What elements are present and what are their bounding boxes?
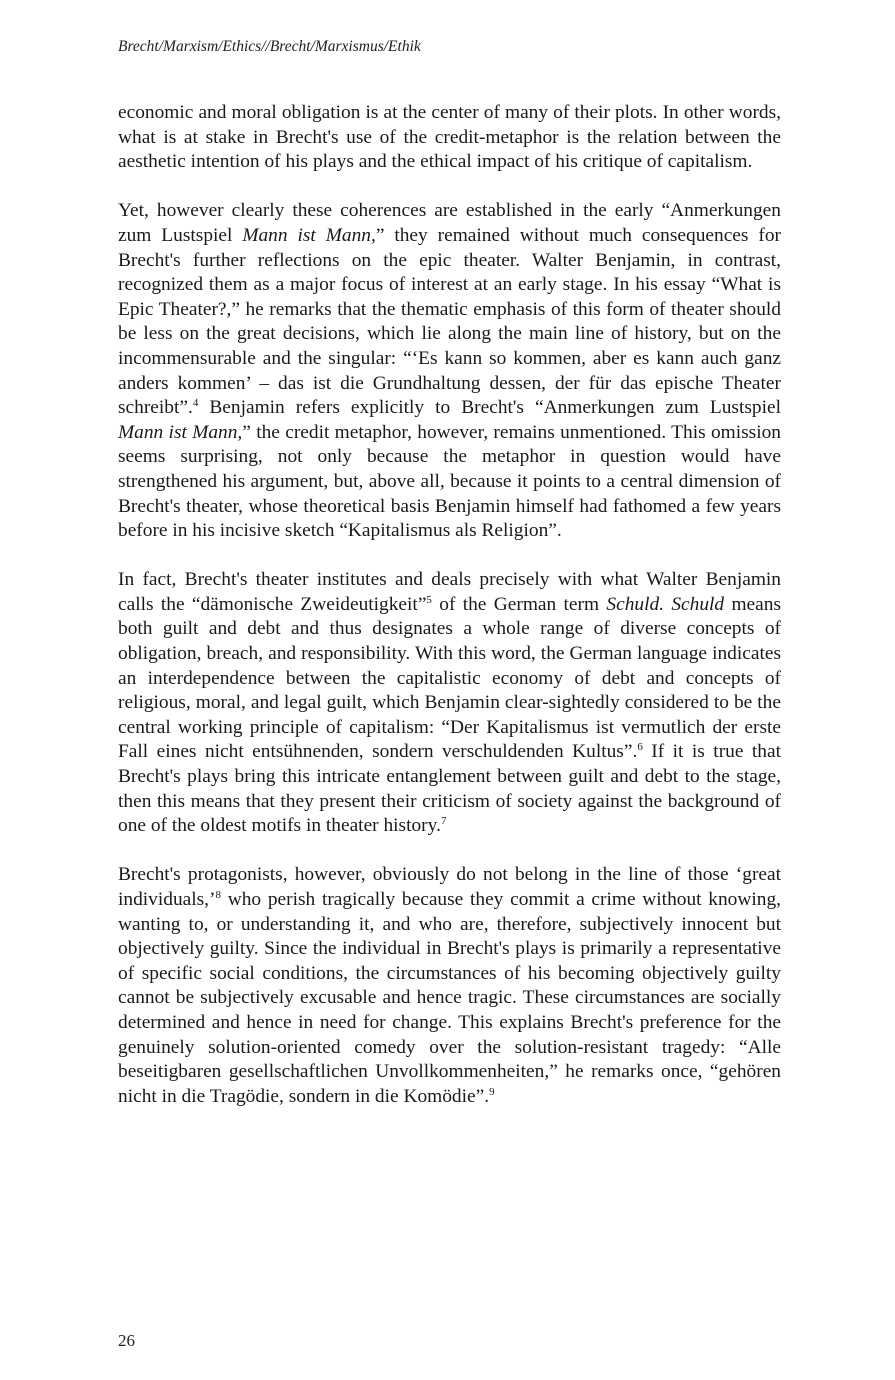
footnote-marker-6: 6 (637, 741, 643, 754)
main-text (118, 101, 781, 1109)
paragraph-4 (118, 863, 781, 1109)
text-span: In fact, Brecht's theater institutes and deals precisely with what Walter Benjamin calls the “dämonische Zweideutigkeit” (118, 569, 781, 615)
italic-term: Schuld. Schuld (606, 593, 725, 615)
text-span: of the German term (431, 593, 607, 615)
italic-title: Mann ist Mann, (242, 224, 376, 246)
page-number: 26 (118, 1331, 135, 1350)
paragraph-1 (118, 101, 781, 175)
footnote-marker-5: 5 (426, 593, 432, 606)
footnote-marker-8: 8 (215, 889, 221, 901)
italic-title: Mann ist Mann, (118, 421, 243, 443)
paragraph-3 (118, 568, 781, 839)
text-span: Benjamin refers explicitly to Brecht's “Anmerkungen zum Lustspiel (198, 397, 781, 419)
running-header: Brecht/Marxism/Ethics//Brecht/Marxismus/Ethik (118, 38, 421, 55)
paragraph-2 (118, 199, 781, 543)
text-span: If it is true that Brecht's plays bring this intricate entanglement between guilt and debt to the stage, then this means that they present their criticism of society against the background of one of the oldest motifs in theater history. (118, 741, 781, 837)
text-span: economic and moral obligation is at the center of many of their plots. In other words, what is at stake in Brecht's use of the credit-metaphor is the relation between the aesthetic intention of his plays and the ethical impact of his critique of capitalism. (118, 102, 781, 173)
text-span: means both guilt and debt and thus designates a whole range of diverse concepts of obligation, breach, and responsibility. With this word, the German language indicates an interdependence between the capitalistic economy of debt and concepts of religious, moral, and legal guilt, which Benjamin clear-sightedly considered to be the central working principle of capitalism: “Der Kapitalismus ist vermutlich der erste Fall eines nicht entsühnenden, sondern verschuldenden Kultus”. (118, 593, 781, 763)
text-span: Brecht's protagonists, however, obviously do not belong in the line of those ‘great individuals,’ (118, 864, 781, 910)
text-span: ” the credit metaphor, however, remains unmentioned. This omission seems surprising, not only because the metaphor in question would have strengthened his argument, but, above all, because it points to a central dimension of Brecht's theater, whose theoretical basis Benjamin himself had fathomed a few years before in his incisive sketch “Kapitalismus als Religion”. (118, 421, 781, 542)
text-span: Yet, however clearly these coherences are established in the early “Anmerkungen zum Lustspiel (118, 200, 781, 246)
text-span: who perish tragically because they commit a crime without knowing, wanting to, or understanding it, and who are, therefore, subjectively innocent but objectively guilty. Since the individual in Brecht's plays is primarily a representative of specific social conditions, the circumstances of his becoming objectively guilty cannot be subjectively excusable and hence tragic. These circumstances are socially determined and hence in need for change. This explains Brecht's preference for the genuinely solution-oriented comedy over the solution-resistant tragedy: “Alle beseitigbaren gesellschaftlichen Unvollkommenheiten,” he remarks once, “gehören nicht in die Tragödie, sondern in die Komödie”. (118, 889, 781, 1107)
text-span: ” they remained without much consequences for Brecht's further reflections on the epic theater. Walter Benjamin, in contrast, recognized them as a major focus of interest at an early stage. In his essay “What is Epic Theater?,” he remarks that the thematic emphasis of this form of theater should be less on the great decisions, which lie along the main line of history, but on the incommensurable and the singular: “‘Es kann so kommen, aber es kann auch ganz anders kommen’ – das ist die Grundhaltung dessen, der für das epische Theater schreibt”. (118, 224, 781, 419)
footnote-marker-7: 7 (440, 815, 447, 828)
footnote-marker-9: 9 (489, 1085, 495, 1098)
footnote-marker-4: 4 (192, 397, 199, 410)
